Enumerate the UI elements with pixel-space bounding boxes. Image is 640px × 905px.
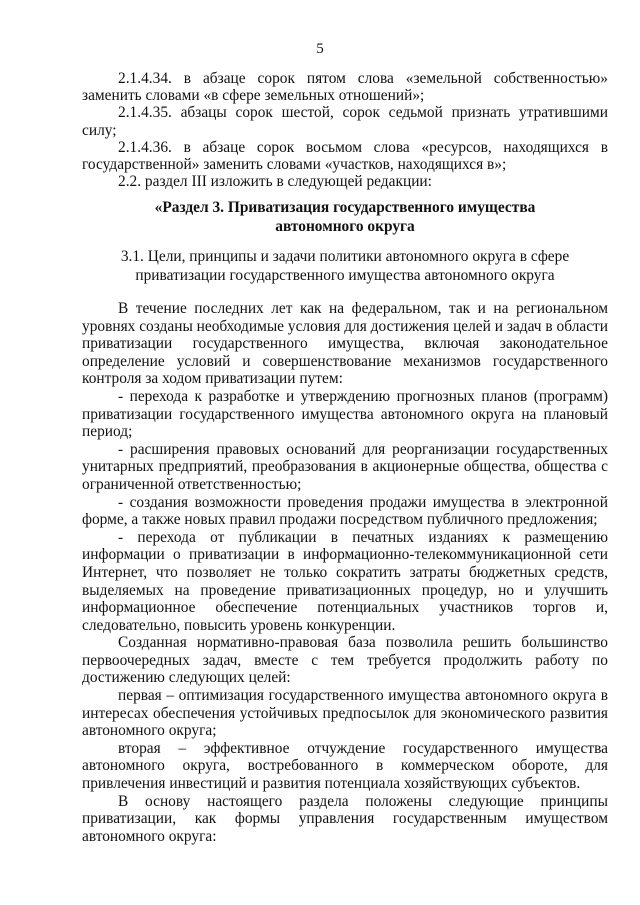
body-list-item: - создания возможности проведения продажи имущества в электронной форме, а также новых правил продажи посредством публичного предложения; [82,493,608,529]
body-list-item: - перехода к разработке и утверждению прогнозных планов (программ) приватизации государственного имущества автономного округа на плановый период; [82,387,608,441]
body-paragraph: В течение последних лет как на федеральном, так и на региональном уровнях созданы необходимые условия для достижения целей и задач в области приватизации государственного имущества, включая законодательное определение условий и совершенствование механизмов государственного контроля за ходом приватизации путем: [82,300,608,388]
body-paragraph: вторая – эффективное отчуждение государственного имущества автономного округа, востребованного в коммерческом обороте, для привлечения инвестиций и развития потенциала хозяйствующих субъектов. [82,739,608,793]
amendment-item: 2.2. раздел III изложить в следующей редакции: [118,173,432,191]
body-paragraph: В основу настоящего раздела положены следующие принципы приватизации, как формы управления государственным имуществом автономного округа: [82,792,608,845]
amendment-item: 2.1.4.35. абзацы сорок шестой, сорок седьмой признать утратившими силу; [82,104,608,139]
subsection-title-line: приватизации государственного имущества автономного округа [135,267,555,284]
body-paragraph: Созданная нормативно-правовая база позволила решить большинство первоочередных задач, вместе с тем требуется продолжить работу по достижению следующих целей: [82,634,608,687]
body-list-item: - расширения правовых оснований для реорганизации государственных унитарных предприятий, преобразования в акционерные общества, общества с ограниченной ответственностью; [82,440,608,493]
subsection-title-line: 3.1. Цели, принципы и задачи политики автономного округа в сфере [120,248,570,265]
body-list-item: - перехода от публикации в печатных изданиях к размещению информации о приватизации в информационно-телекоммуникационной сети Интернет, что позволяет не только сократить затраты бюджетных средств, выделяемых на проведение приватизационных процедур, но и улучшить информационное обеспечение потенциальных участников торгов и, следовательно, повысить уровень конкуренции. [82,528,608,634]
section-title [82,198,608,236]
amendment-item: 2.1.4.36. в абзаце сорок восьмом слова «ресурсов, находящихся в государственной» заменить словами «участков, находящихся в»; [82,138,608,174]
section-title-line: автономного округа [275,218,415,235]
subsection-title [82,247,608,285]
amendment-item: 2.1.4.34. в абзаце сорок пятом слова «земельной собственностью» заменить словами «в сфере земельных отношений»; [82,70,608,105]
amendments-block [82,70,608,190]
page-number: 5 [316,41,324,57]
body-paragraph: первая – оптимизация государственного имущества автономного округа в интересах обеспечения устойчивых предпосылок для экономического развития автономного округа; [82,687,608,740]
section-title-line: «Раздел 3. Приватизация государственного имущества [154,199,536,216]
body-text [82,300,608,845]
